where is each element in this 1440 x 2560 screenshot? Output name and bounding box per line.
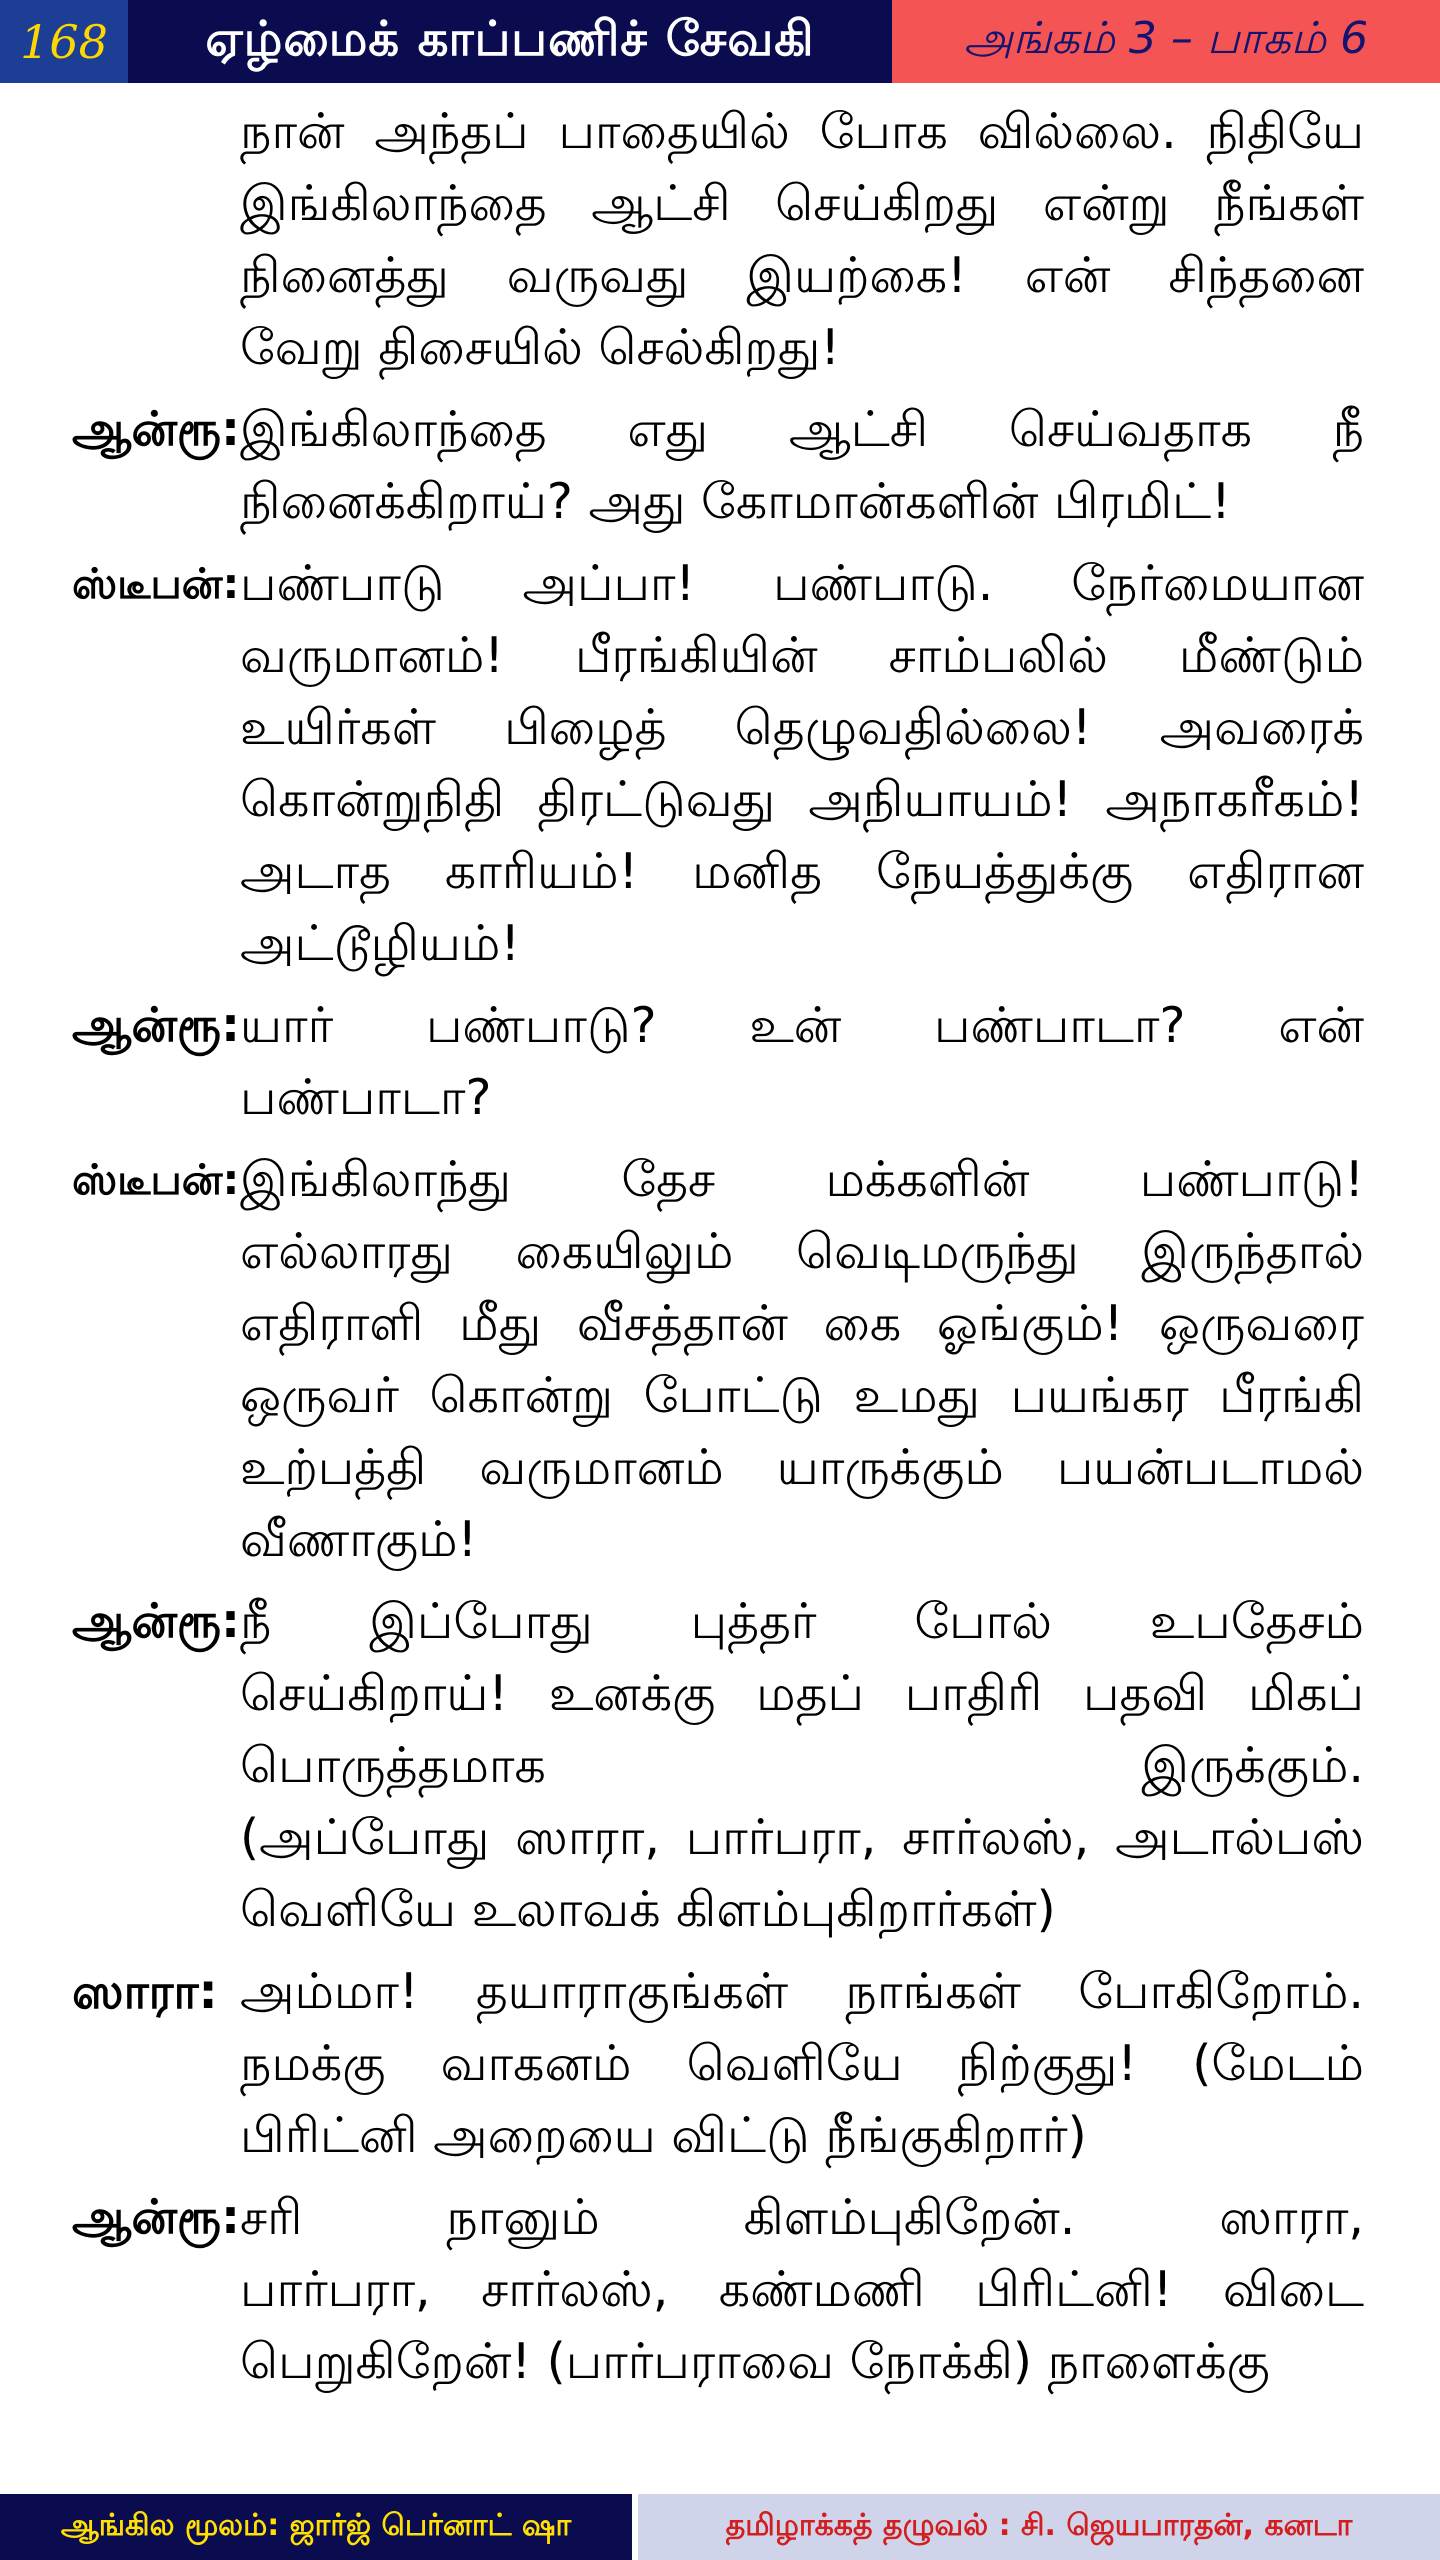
dialogue-line: இங்கிலாந்து தேச மக்களின் பண்பாடு! [240, 1151, 1364, 1208]
dialogue-line: நினைத்து வருவது இயற்கை! என் சிந்தனை [240, 247, 1364, 304]
block-spacer [0, 2402, 1440, 2408]
dialogue-line: பண்பாடா? [240, 1069, 492, 1126]
page-number: 168 [0, 0, 128, 83]
dialogue-line: செய்கிறாய்! உனக்கு மதப் பாதிரி பதவி மிகப் [240, 1665, 1364, 1722]
dialogue-line: கொன்றுநிதி திரட்டுவது அநியாயம்! அநாகரீகம்! [240, 771, 1364, 828]
dialogue-line: பார்பரா, சார்லஸ், கண்மணி பிரிட்னி! விடை [240, 2261, 1364, 2318]
dialogue-block [0, 394, 1440, 538]
dialogue-line: வருமானம்! பீரங்கியின் சாம்பலில் மீண்டும் [240, 627, 1364, 684]
dialogue-block [0, 96, 1440, 384]
dialogue-line: வேறு திசையில் செல்கிறது! [240, 319, 840, 376]
dialogue-line: எதிராளி மீது வீசத்தான் கை ஓங்கும்! ஒருவரை [240, 1295, 1364, 1352]
dialogue-line: (அப்போது ஸாரா, பார்பரா, சார்லஸ், அடால்பஸ் [240, 1809, 1364, 1866]
dialogue-line: பிரிட்னி அறையை விட்டு நீங்குகிறார்) [240, 2107, 1087, 2164]
dialogue-line: அம்மா! தயாராகுங்கள் நாங்கள் போகிறோம். [240, 1963, 1364, 2020]
speaker-name: ஸ்டீபன்: [72, 559, 240, 608]
dialogue-line: அட்டூழியம்! [240, 915, 521, 972]
dialogue-line: நீ இப்போது புத்தர் போல் உபதேசம் [240, 1593, 1364, 1650]
dialogue-line: ஒருவர் கொன்று போட்டு உமது பயங்கர பீரங்கி [240, 1367, 1364, 1424]
dialogue-line: இங்கிலாந்தை ஆட்சி செய்கிறது என்று நீங்கள் [240, 175, 1364, 232]
source-credit: ஆங்கில மூலம்: ஜார்ஜ் பெர்னாட் ஷா [0, 2494, 632, 2560]
dialogue-body [0, 96, 1440, 2408]
dialogue-block [0, 2182, 1440, 2398]
page-header [0, 0, 1440, 83]
dialogue-line: உயிர்கள் பிழைத் தெழுவதில்லை! அவரைக் [240, 699, 1364, 756]
dialogue-line: அடாத காரியம்! மனித நேயத்துக்கு எதிரான [240, 843, 1364, 900]
dialogue-line: பெறுகிறேன்! (பார்பராவை நோக்கி) நாளைக்கு [240, 2333, 1270, 2390]
speaker-name: ஆன்ரூ: [72, 998, 240, 1053]
dialogue-block [0, 1586, 1440, 1946]
dialogue-line: பண்பாடு அப்பா! பண்பாடு. நேர்மையான [240, 555, 1364, 612]
dialogue-line: இங்கிலாந்தை எது ஆட்சி செய்வதாக நீ [240, 401, 1364, 458]
dialogue-line: நான் அந்தப் பாதையில் போக வில்லை. நிதியே [240, 103, 1364, 160]
dialogue-line: வெளியே உலாவக் கிளம்புகிறார்கள்) [240, 1881, 1056, 1938]
speaker-name: ஆன்ரூ: [72, 402, 240, 457]
speaker-name: ஆன்ரூ: [72, 1594, 240, 1649]
dialogue-line: நமக்கு வாகனம் வெளியே நிற்குது! (மேடம் [240, 2035, 1364, 2092]
speaker-name: ஸ்டீபன்: [72, 1155, 240, 1204]
dialogue-line: உற்பத்தி வருமானம் யாருக்கும் பயன்படாமல் [240, 1439, 1364, 1496]
dialogue-block [0, 1956, 1440, 2172]
dialogue-line: யார் பண்பாடு? உன் பண்பாடா? என் [240, 997, 1364, 1054]
dialogue-block [0, 548, 1440, 980]
translator-credit: தமிழாக்கத் தழுவல் : சி. ஜெயபாரதன், கனடா [638, 2494, 1440, 2560]
dialogue-block [0, 1144, 1440, 1576]
dialogue-line: எல்லாரது கையிலும் வெடிமருந்து இருந்தால் [240, 1223, 1364, 1280]
book-title: ஏழ்மைக் காப்பணிச் சேவகி [128, 0, 892, 83]
page-footer [0, 2494, 1440, 2560]
dialogue-line: நினைக்கிறாய்? அது கோமான்களின் பிரமிட்! [240, 473, 1231, 530]
act-scene-label: அங்கம் 3 – பாகம் 6 [892, 0, 1440, 83]
dialogue-block [0, 990, 1440, 1134]
dialogue-line: பொருத்தமாக இருக்கும். [240, 1737, 1364, 1794]
dialogue-line: சரி நானும் கிளம்புகிறேன். ஸாரா, [240, 2189, 1364, 2246]
speaker-name: ஆன்ரூ: [72, 2190, 240, 2245]
dialogue-line: வீணாகும்! [240, 1511, 478, 1568]
speaker-name: ஸாரா: [72, 1964, 218, 2020]
